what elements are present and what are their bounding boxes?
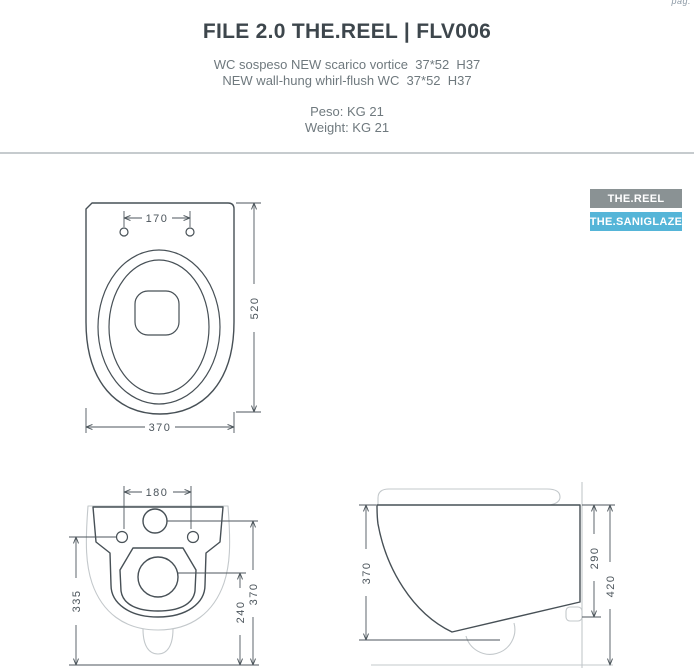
bowl-water-area <box>135 291 179 335</box>
dim-label-420: 420 <box>605 574 617 598</box>
dim-label-370-side: 370 <box>361 561 373 585</box>
fixing-hole-right <box>188 532 199 543</box>
mounting-face-outline <box>93 507 223 617</box>
water-inlet <box>143 509 167 533</box>
subtitle-english: NEW wall-hung whirl-flush WC 37*52 H37 <box>222 73 472 88</box>
dimension-240 <box>178 573 247 665</box>
bowl-profile <box>377 505 580 632</box>
seat-lid-profile <box>378 489 560 505</box>
dim-label-335: 335 <box>71 589 83 613</box>
bottom-view-drawing <box>69 486 260 665</box>
badge-the-saniglaze-label: THE.SANIGLAZE <box>589 215 683 228</box>
page-title: FILE 2.0 THE.REEL | FLV006 <box>202 20 492 43</box>
collection-badges <box>590 189 682 235</box>
dimension-335 <box>69 537 116 665</box>
dimension-370-width <box>86 408 234 434</box>
waste-outlet <box>138 557 178 597</box>
side-view-drawing <box>359 482 617 668</box>
header-divider <box>0 152 694 154</box>
top-view-drawing <box>86 203 261 434</box>
fixing-hole-right <box>186 228 194 236</box>
dim-label-370-right: 370 <box>248 582 260 606</box>
dim-label-240: 240 <box>235 600 247 624</box>
seat-ring-inner <box>109 260 209 394</box>
page-number-note: pag. <box>671 0 691 6</box>
dimension-290 <box>582 505 601 617</box>
dimension-420 <box>603 505 617 665</box>
badge-the-reel <box>590 189 682 208</box>
weight-english: Weight: KG 21 <box>304 120 390 135</box>
dim-label-180: 180 <box>145 487 169 499</box>
dim-label-520: 520 <box>249 296 261 320</box>
dim-label-290: 290 <box>589 546 601 570</box>
subtitle-italian: WC sospeso NEW scarico vortice 37*52 H37 <box>213 57 481 72</box>
fixing-hole-left <box>117 532 128 543</box>
dim-label-170: 170 <box>145 213 169 225</box>
header <box>0 0 694 136</box>
dimension-370-side <box>359 505 500 640</box>
dim-label-370-width: 370 <box>148 422 172 434</box>
bowl-front-bump <box>143 629 173 654</box>
badge-the-saniglaze <box>590 212 682 231</box>
wc-body-outline <box>86 203 234 414</box>
seat-ring-outer <box>98 250 220 404</box>
dimension-520 <box>236 203 261 412</box>
dimension-170 <box>124 211 190 227</box>
badge-the-reel-label: THE.REEL <box>607 192 665 205</box>
fixing-hole-left <box>120 228 128 236</box>
weight-italian: Peso: KG 21 <box>310 104 384 119</box>
outlet-bracket <box>566 607 582 621</box>
